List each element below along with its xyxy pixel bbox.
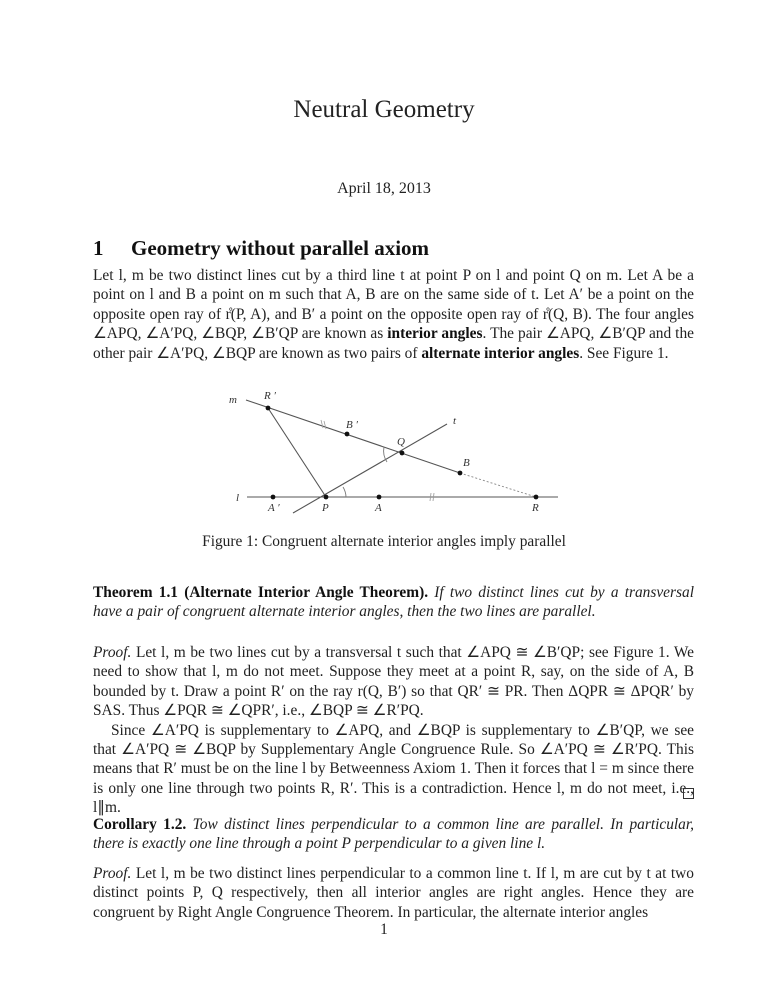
proof-label: Proof. — [93, 865, 132, 882]
point-b-prime — [345, 432, 350, 437]
term-alternate-interior-angles: alternate interior angles — [421, 344, 580, 362]
label-b: B — [463, 457, 470, 469]
section-title: Geometry without parallel axiom — [131, 236, 430, 260]
term-interior-angles: interior angles — [387, 325, 483, 343]
proof-2-paragraph-1: Let l, m be two distinct lines perpendicular to a common line t. If l, m are cut by t at two distinct points P, Q respectively, then all interior angles are right angles. Hence they are congruent by Right Angle Congruence Theorem. In particular, the alternate interior angles — [93, 865, 694, 921]
corollary-heading: Corollary 1.2. — [93, 816, 187, 833]
theorem-name: (Alternate Interior Angle Theorem). — [184, 584, 429, 601]
dotted-extension — [460, 473, 536, 497]
section-number: 1 — [93, 236, 104, 260]
theorem-1-1 — [93, 583, 694, 622]
qed-symbol — [683, 788, 694, 799]
angle-arc-p — [343, 487, 346, 497]
line-m — [246, 400, 460, 473]
theorem-heading: Theorem 1.1 — [93, 584, 178, 601]
point-b — [458, 471, 463, 476]
label-t: t — [453, 415, 457, 427]
point-q — [400, 451, 405, 456]
label-b-prime: B ′ — [346, 419, 358, 431]
page-number: 1 — [380, 921, 388, 938]
label-a: A — [375, 502, 382, 514]
point-p — [324, 495, 329, 500]
proof-label: Proof. — [93, 644, 132, 661]
point-r-prime — [266, 406, 271, 411]
corollary-statement: Tow distinct lines perpendicular to a common line are parallel. In particular, there is exactly one line through a point P perpendicular to a given line l. — [93, 816, 695, 853]
intro-text-1: Let l, m be two distinct lines cut by a third line t at point P on l and point Q on m. Let A be a point on l and B a point on m such that A, B are on the same side of t. Let A′ be a point on the opposite open ray of r̊(P, A), and B′ a point on the opposite open ray of r̊(Q, B). The four angles ∠APQ, ∠A′PQ, ∠BQP, ∠B′QP are known as — [93, 267, 694, 343]
proof-1 — [93, 643, 694, 818]
point-a-prime — [271, 495, 276, 500]
label-l: l — [236, 492, 240, 504]
document-date: April 18, 2013 — [337, 180, 431, 197]
label-m: m — [229, 394, 237, 406]
congruence-tick-m — [321, 420, 326, 429]
label-p: P — [322, 502, 329, 514]
intro-text-3: . See Figure 1. — [579, 344, 669, 362]
segment-r-prime-p — [268, 408, 326, 497]
proof-1-paragraph-2: Since ∠A′PQ is supplementary to ∠APQ, and ∠BQP is supplementary to ∠B′QP, we see that ∠A′PQ ≅ ∠BQP by Supplementary Angle Congruence Rule. So ∠A′PQ ≅ ∠R′PQ. This means that R′ must be on the line l by Betweenness Axiom 1. Then it forces that l = m since there is only one line through two points R, R′. This is a contradiction. Hence l, m do not meet, i.e., l∥m. — [93, 721, 694, 817]
label-a-prime: A ′ — [268, 502, 280, 514]
figure-caption: Figure 1: Congruent alternate interior angles imply parallel — [202, 533, 566, 550]
line-t — [293, 424, 447, 513]
label-r: R — [532, 502, 539, 514]
theorem-statement: If two distinct lines cut by a transversal have a pair of congruent alternate interior angles, then the two lines are parallel. — [93, 584, 694, 621]
point-r — [534, 495, 539, 500]
document-title: Neutral Geometry — [293, 96, 475, 123]
point-a — [377, 495, 382, 500]
proof-2 — [93, 864, 694, 922]
corollary-1-2 — [93, 815, 694, 854]
proof-1-paragraph-1: Let l, m be two lines cut by a transversal t such that ∠APQ ≅ ∠B′QP; see Figure 1. We need to show that l, m do not meet. Suppose they meet at a point R, say, on the side of A, B bounded by t. Draw a point R′ on the ray r(Q, B′) so that QR′ ≅ PR. Then ΔQPR ≅ ΔPQR′ by SAS. Thus ∠PQR ≅ ∠QPR′, i.e., ∠BQP ≅ ∠R′PQ. — [93, 644, 694, 720]
intro-text-2: . The pair ∠APQ, ∠B′QP and the other pair ∠A′PQ, ∠BQP are known as two pairs of — [93, 325, 694, 362]
label-r-prime: R ′ — [264, 390, 276, 402]
figure-points — [266, 406, 539, 500]
label-q: Q — [397, 436, 405, 448]
